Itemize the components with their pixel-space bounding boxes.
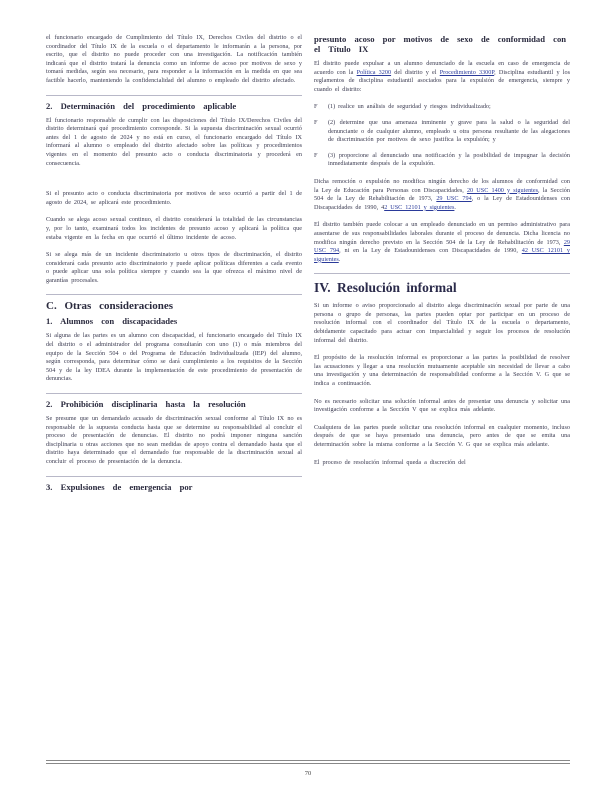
conditions-list xyxy=(314,103,570,169)
left-column xyxy=(46,34,302,498)
paragraph: Si alguna de las partes es un alumno con discapacidad, el funcionario encargado del Título IX del distrito o el administrador del programa consultarán con uno (1) o más miembros del equipo de la Sección 504 o del Programa de Educación Individualizada (IEP) del alumno, según corresponda, para determinar cómo se dará cumplimiento a los requisitos de la Sección 504 y de la ley IDEA durante la implementación de este procedimiento de presentación de denuncias. xyxy=(46,332,302,383)
list-item-text: (2) determine que una amenaza inminente y grave para la salud o la seguridad del denunciante o de cualquier alumno, empleado u otra persona resultante de las alegaciones de discriminación por motivos de sexo justifica la expulsión; y xyxy=(328,118,570,144)
paragraph xyxy=(314,221,570,264)
list-marker: F xyxy=(314,103,318,111)
list-item xyxy=(314,119,570,145)
paragraph: Cuando se alega acoso sexual continuo, el distrito considerará la totalidad de las circunstancias y, por lo tanto, examinará todos los incidentes de presunto acoso y aplicará la política que estaba vigente en la fecha en que ocurrió el último incidente de acoso. xyxy=(46,216,302,241)
paragraph: El propósito de la resolución informal es proporcionar a las partes la posibilidad de resolver las acusaciones y llegar a una resolución mutuamente aceptable sin necesidad de llevar a cabo una investigación y una determinación de responsabilidad conforme a la Sección V. G que se indica a continuación. xyxy=(314,354,570,388)
paragraph: El proceso de resolución informal queda a discreción del xyxy=(314,458,466,466)
paragraph: El funcionario responsable de cumplir con las disposiciones del Título IX/Derechos Civiles del distrito determinará qué procedimiento corresponde. Si la supuesta discriminación sexual ocurrió antes del 1 de agosto de 2024 y no está en curso, el funcionario encargado del Título IX informará al alumno o empleado del distrito afectado sobre las políticas y procedimientos vigentes en el momento del presunto acto o conducta discriminatoria y procederá en consecuencia. xyxy=(46,116,302,167)
heading-emergency-expulsions: 3. Expulsiones de emergencia por xyxy=(46,476,302,492)
heading-disabilities: 1. Alumnos con discapacidades xyxy=(46,316,178,327)
text-run: , Disciplina estudiantil y los reglamentos de disciplina estudiantil asociados para la expulsión de emergencia, siempre y cuando el distrito: xyxy=(314,68,570,93)
list-item xyxy=(314,103,570,112)
footer-rule xyxy=(46,760,570,761)
heading-determination: 2. Determinación del procedimiento aplicable xyxy=(46,95,302,111)
paragraph: el funcionario encargado de Cumplimiento del Título IX, Derechos Civiles del distrito o el coordinador del Título IX de la escuela o el departamento le informarán a la persona, por escrito, que el distrito no puede proceder con una investigación. La notificación también indicará que el distrito tratará la denuncia como un informe de acoso por motivos de sexo y tomará medidas, según sea necesario, para responder a la información en la medida en que sea factible hacerlo, manteniendo la confidencialidad del alumno o empleado del distrito afectado. xyxy=(46,34,302,84)
text-run: Dicha remoción o expulsión no modifica ningún derecho de los alumnos de conformidad con la Ley de Educación para Personas con Discapacidades, xyxy=(314,177,570,194)
list-item-text: (3) proporcione al denunciado una notificación y la posibilidad de impugnar la decisión inmediatamente después de la expulsión. xyxy=(328,151,570,168)
text-run: del distrito y el xyxy=(391,68,440,76)
text-run: , ni en la Ley de Estadounidenses con Discapacidades de 1990, xyxy=(339,247,522,255)
text-run: El distrito puede expulsar a un alumno denunciado de la escuela en caso de emergencia de acuerdo con la xyxy=(314,60,570,76)
text-run: . xyxy=(454,203,456,211)
paragraph: No es necesario solicitar una solución informal antes de presentar una denuncia y solicitar una investigación conforme a la Sección V que se explica más adelante. xyxy=(314,397,570,414)
text-run: El distrito también puede colocar a un empleado denunciado en un permiso administrativo para ausentarse de sus responsabilidades laborales durante el proceso de denuncia. Dicha licencia no modifica ningún derecho previsto en la Sección 504 de la Ley de Rehabilitación de 1973, xyxy=(314,221,570,246)
usc-link[interactable]: 29 USC 794 xyxy=(314,238,570,255)
text-run: , o la Ley de Estadounidenses con Discapacidades de 1990, 4 xyxy=(314,195,570,211)
paragraph xyxy=(314,60,570,94)
text-run: , la Sección 504 de la Ley de Rehabilitación de 1973, xyxy=(314,186,570,203)
heading-informal-resolution: IV. Resolución informal xyxy=(314,273,570,296)
usc-link[interactable]: 2 USC 12101 y siguientes xyxy=(384,203,455,211)
right-column xyxy=(314,34,570,476)
footer-rule xyxy=(46,763,570,764)
paragraph xyxy=(314,178,570,212)
paragraph: Cualquiera de las partes puede solicitar una resolución informal en cualquier momento, incluso después de que se haya presentado una denuncia, pero antes de que se emita una determinación sobre la misma conforme a la Sección V. G que se explica más adelante. xyxy=(314,423,570,448)
usc-link[interactable]: 42 USC 12101 y siguientes xyxy=(314,247,570,263)
procedure-link[interactable]: Procedimiento 3300P xyxy=(439,68,495,76)
usc-link[interactable]: 20 USC 1400 y siguientes xyxy=(466,186,539,194)
paragraph: Si el presunto acto o conducta discriminatoria por motivos de sexo ocurrió a partir del 1 de agosto de 2024, se aplicará este procedimiento. xyxy=(46,190,302,206)
heading-disciplinary-prohibition: 2. Prohibición disciplinaria hasta la resolución xyxy=(46,393,302,409)
usc-link[interactable]: 29 USC 794 xyxy=(436,195,472,203)
list-item-text: (1) realice un análisis de seguridad y riesgos individualizado; xyxy=(328,103,491,111)
heading-continued: presunto acoso por motivos de sexo de conformidad con el Título IX xyxy=(314,34,567,54)
heading-other-considerations: C. Otras consideraciones xyxy=(46,294,302,312)
paragraph: Si se alega más de un incidente discriminatorio u otros tipos de discriminación, el distrito considerará cada presunto acto discriminatorio y puede aplicar políticas diferentes a cada evento o puede aplicar una sola política siempre y cuando sea la que ofrezca el máximo nivel de garantías procesales. xyxy=(46,251,302,284)
page-number: 70 xyxy=(304,770,312,777)
list-marker: F xyxy=(314,118,318,126)
policy-link[interactable]: Política 3200 xyxy=(356,68,392,76)
text-run: . xyxy=(338,255,341,263)
list-item xyxy=(314,152,570,169)
paragraph: Se presume que un demandado acusado de discriminación sexual conforme al Título IX no es responsable de la supuesta conducta hasta que se determine su responsabilidad al concluir el proceso de presentación de denuncias. El distrito no podrá imponer ninguna sanción disciplinaria u otras acciones que no sean medidas de apoyo contra el demandado hasta que el distrito haya determinado que el demandado fue responsable de la discriminación sexual al concluir el proceso de presentación de la denuncia. xyxy=(46,415,302,465)
list-marker: F xyxy=(314,151,318,159)
paragraph: Si un informe o aviso proporcionado al distrito alega discriminación sexual por parte de una persona o grupo de personas, las partes pueden optar por participar en un proceso de resolución informal con el coordinador del Título IX de la escuela o departamento, debidamente capacitado para actuar con imparcialidad y seguir los procesos de resolución informal del distrito. xyxy=(314,302,570,344)
